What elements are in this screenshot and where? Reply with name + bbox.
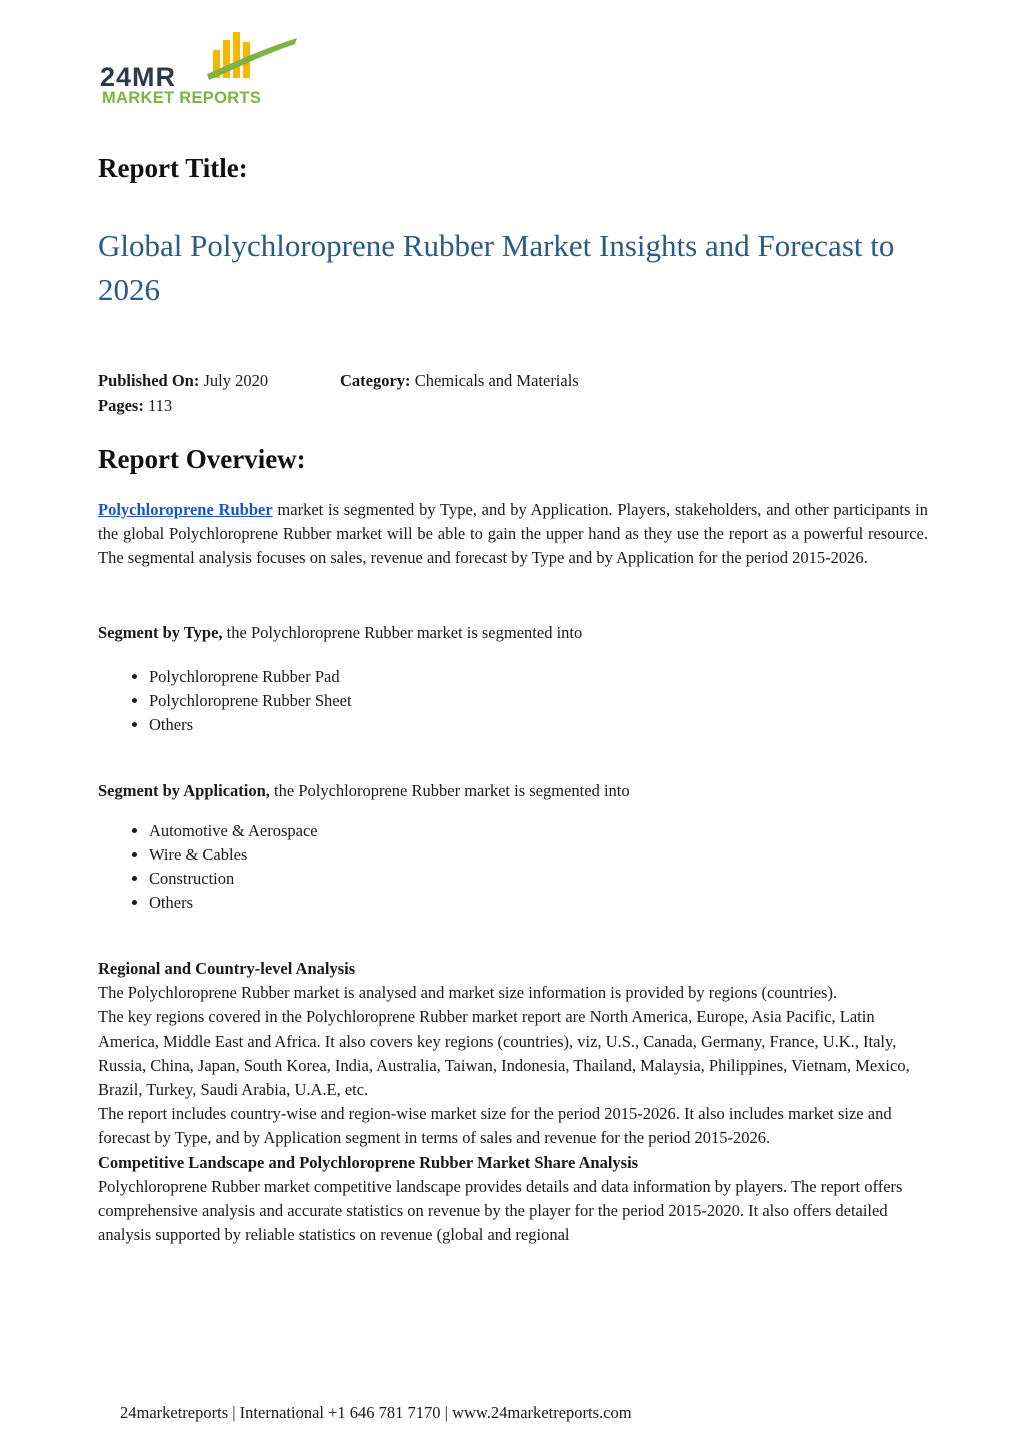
competitive-heading: Competitive Landscape and Polychloroprene Rubber Market Share Analysis — [98, 1152, 639, 1172]
overview-text: market is segmented by Type, and by Application. Players, stakeholders, and other participants in the global Polychloroprene Rubber market will be able to gain the upper hand as they use the report as a powerful resource. The segmental analysis focuses on sales, revenue and forecast by Type and by Application for the period 2015-2026. — [98, 500, 928, 568]
report-overview-heading: Report Overview: — [98, 444, 306, 474]
published-label: Published On: — [98, 371, 200, 390]
segment-type-label: Segment by Type, — [98, 623, 223, 642]
regional-paragraph-1: The Polychloroprene Rubber market is analysed and market size information is provided by regions (countries). — [98, 983, 838, 1003]
category-value: Chemicals and Materials — [414, 371, 579, 390]
published-on — [98, 370, 268, 392]
pages-label: Pages: — [98, 396, 144, 415]
segment-application-label: Segment by Application, — [98, 781, 270, 800]
logo-text-market-reports: MARKET REPORTS — [102, 89, 262, 107]
pages — [98, 395, 172, 417]
pages-value: 113 — [147, 396, 173, 415]
list-item: • Wire & Cables — [149, 843, 318, 867]
report-title-heading: Report Title: — [98, 153, 248, 183]
regional-section — [98, 957, 928, 1247]
category — [340, 370, 579, 392]
footer-text: 24marketreports | International +1 646 781 7170 | www.24marketreports.com — [120, 1403, 632, 1422]
list-item: • Polychloroprene Rubber Sheet — [149, 689, 352, 713]
company-logo — [100, 28, 310, 108]
list-item: • Automotive & Aerospace — [149, 819, 318, 843]
logo-bars-icon — [205, 28, 300, 83]
regional-paragraph-2: The key regions covered in the Polychloroprene Rubber market report are North America, Europe, Asia Pacific, Latin America, Middle East and Africa. It also covers key regions (countries), viz, U.S., Canada, Germany, France, U.K., Italy, Russia, China, Japan, South Korea, India, Australia, Taiwan, Indonesia, Thailand, Malaysia, Philippines, Vietnam, Mexico, Brazil, Turkey, Saudi Arabia, U.A.E, etc. — [98, 1007, 910, 1100]
list-item: • Construction — [149, 867, 318, 891]
segment-type-intro — [98, 621, 928, 645]
competitive-paragraph-1: Polychloroprene Rubber market competitive landscape provides details and data information by players. The report offers comprehensive analysis and accurate statistics on revenue by the player for the period 2015-2020. It also offers detailed analysis supported by reliable statistics on revenue (global and regional — [98, 1176, 903, 1245]
category-label: Category: — [340, 371, 411, 390]
segment-type-text: the Polychloroprene Rubber market is segmented into — [222, 623, 583, 642]
regional-heading: Regional and Country-level Analysis — [98, 959, 356, 978]
list-item: • Others — [149, 713, 352, 737]
regional-paragraph-3: The report includes country-wise and region-wise market size for the period 2015-2026. It also includes market size and forecast by Type, and by Application segment in terms of sales and revenue for the period 2015-2026. — [98, 1104, 892, 1148]
report-title: Global Polychloroprene Rubber Market Insights and Forecast to 2026 — [98, 228, 895, 307]
segment-type-list — [98, 665, 352, 737]
segment-application-intro — [98, 779, 928, 803]
overview-paragraph — [98, 498, 928, 571]
segment-application-text: the Polychloroprene Rubber market is segmented into — [269, 781, 630, 800]
logo-text-24mr: 24MR — [100, 62, 177, 92]
published-value: July 2020 — [203, 371, 269, 390]
segment-application-list — [98, 819, 318, 915]
list-item: • Polychloroprene Rubber Pad — [149, 665, 352, 689]
list-item: • Others — [149, 891, 318, 915]
polychloroprene-rubber-link[interactable]: Polychloroprene Rubber — [98, 500, 273, 519]
